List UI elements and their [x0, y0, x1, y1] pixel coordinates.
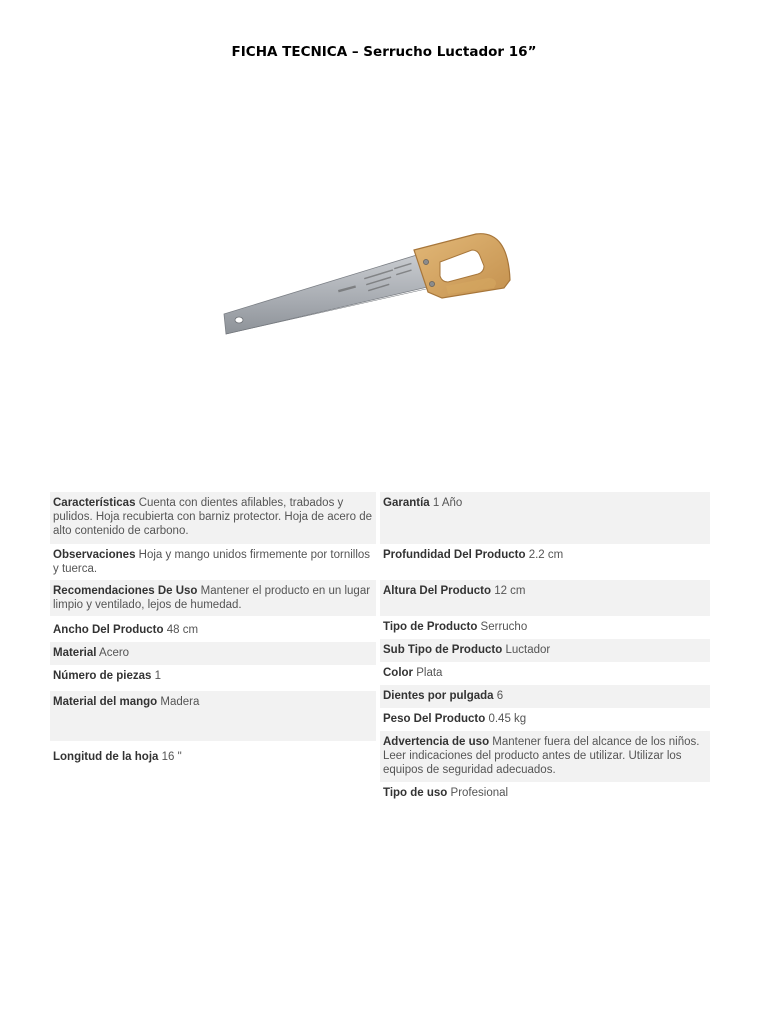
spec-value: Serrucho — [480, 621, 528, 633]
spec-material — [50, 642, 376, 665]
spec-value: 6 — [496, 690, 504, 702]
spec-value: 0.45 kg — [488, 713, 527, 725]
spec-tipo-producto — [380, 616, 710, 639]
spec-label: Material del mango — [53, 696, 158, 708]
spec-label: Altura Del Producto — [383, 585, 491, 597]
spec-caracteristicas — [50, 492, 376, 544]
spec-altura — [380, 580, 710, 616]
spec-value: 1 — [154, 670, 162, 682]
spec-value: 1 Año — [432, 497, 463, 509]
spec-value: Mantener el producto en un lugar limpio y ventilado, lejos de humedad. — [53, 585, 371, 611]
spec-tipo-uso — [380, 782, 710, 806]
spec-value: Hoja y mango unidos firmemente por tornillos y tuerca. — [53, 549, 371, 575]
spec-value: Madera — [160, 696, 200, 708]
spec-recomendaciones — [50, 580, 376, 616]
spec-peso — [380, 708, 710, 731]
spec-label: Garantía — [383, 497, 430, 509]
spec-label: Longitud de la hoja — [53, 751, 159, 763]
hand-saw-image — [218, 232, 514, 336]
spec-ancho — [50, 619, 376, 642]
spec-value: 16 " — [161, 751, 182, 763]
spec-label: Color — [383, 667, 414, 679]
spec-value: Profesional — [450, 787, 509, 799]
spec-value: Luctador — [505, 644, 551, 656]
spec-value: 12 cm — [494, 585, 526, 597]
spec-profundidad — [380, 544, 710, 580]
spec-label: Peso Del Producto — [383, 713, 486, 725]
spec-longitud-hoja — [50, 741, 376, 804]
spec-label: Profundidad Del Producto — [383, 549, 526, 561]
spec-label: Número de piezas — [53, 670, 152, 682]
spec-numero-piezas — [50, 665, 376, 689]
spec-label: Sub Tipo de Producto — [383, 644, 503, 656]
spec-color — [380, 662, 710, 685]
spec-label: Tipo de Producto — [383, 621, 478, 633]
spec-garantia — [380, 492, 710, 544]
spec-advertencia — [380, 731, 710, 782]
document-title: FICHA TECNICA – Serrucho Luctador 16” — [231, 44, 537, 60]
spec-label: Tipo de uso — [383, 787, 448, 799]
spec-label: Dientes por pulgada — [383, 690, 494, 702]
spec-value: 2.2 cm — [528, 549, 564, 561]
spec-sub-tipo — [380, 639, 710, 662]
spec-dientes — [380, 685, 710, 708]
spec-material-mango — [50, 691, 376, 741]
spec-label: Advertencia de uso — [383, 736, 490, 748]
spec-value: Acero — [99, 647, 130, 659]
spec-value: Mantener fuera del alcance de los niños. Leer indicaciones del producto antes de utilizar. Utilizar los equipos de seguridad adecuados. — [383, 736, 700, 776]
spec-value: Cuenta con dientes afilables, trabados y pulidos. Hoja recubierta con barniz protector. Hoja de acero de alto contenido de carbono. — [53, 497, 372, 537]
spec-value: 48 cm — [166, 624, 199, 636]
spec-label: Recomendaciones De Uso — [53, 585, 198, 597]
spec-observaciones — [50, 544, 376, 580]
spec-value: Plata — [416, 667, 443, 679]
spec-label: Características — [53, 497, 136, 509]
spec-label: Material — [53, 647, 97, 659]
spec-label: Observaciones — [53, 549, 136, 561]
spec-label: Ancho Del Producto — [53, 624, 164, 636]
